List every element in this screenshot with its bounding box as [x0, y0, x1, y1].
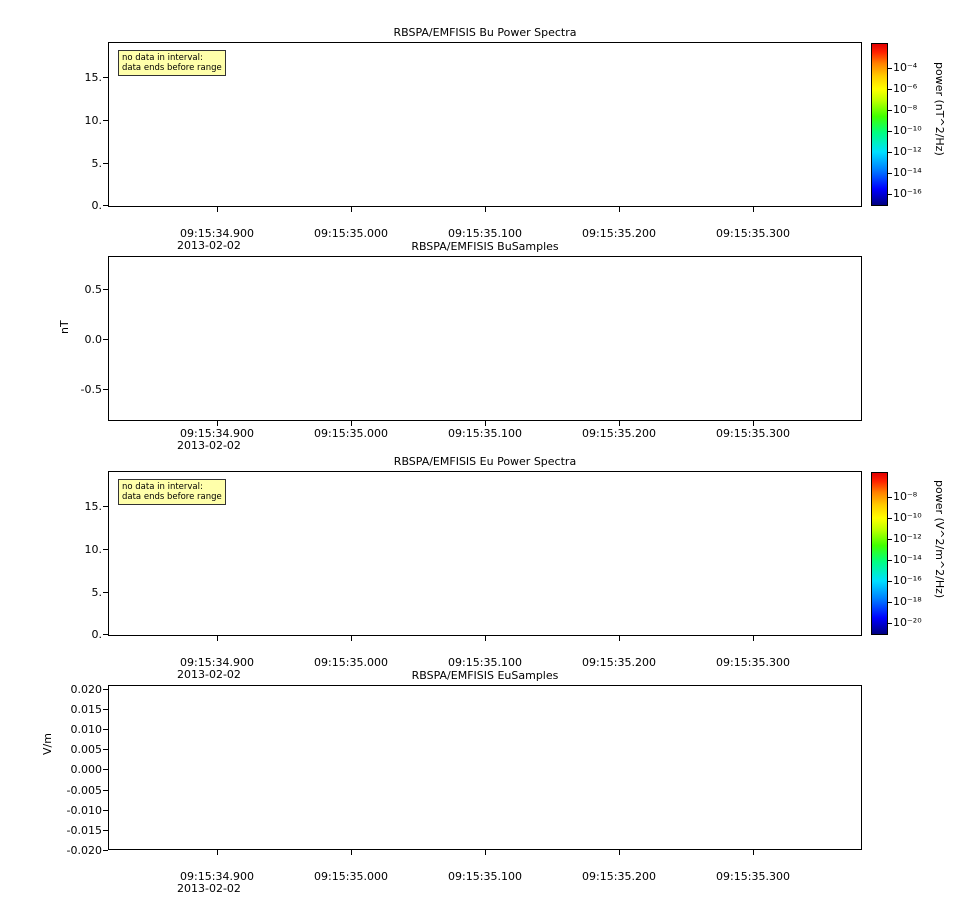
colorbar-tick: [888, 173, 892, 174]
colorbar-tick-label: 10⁻⁸: [893, 490, 918, 503]
y-tick-label: 0.000: [70, 763, 102, 776]
no-data-line-1: no data in interval:: [122, 482, 203, 492]
x-tick-label: 09:15:35.000: [314, 427, 388, 440]
colorbar-tick-label: 10⁻⁶: [893, 82, 918, 95]
x-tick-label: 09:15:34.900: [180, 656, 254, 669]
x-tick-mark: [753, 636, 754, 641]
y-tick-mark: [103, 289, 108, 290]
y-tick-mark: [103, 709, 108, 710]
plot-area[interactable]: [108, 256, 862, 421]
y-tick-mark: [103, 389, 108, 390]
x-tick-date-label: 2013-02-02: [177, 668, 241, 681]
colorbar-tick: [888, 68, 892, 69]
y-tick-mark: [103, 339, 108, 340]
colorbar-gradient: [872, 473, 887, 634]
y-tick-label: -0.015: [66, 824, 102, 837]
y-tick-label: 0.: [91, 628, 102, 641]
plot-title: RBSPA/EMFISIS Eu Power Spectra: [393, 455, 577, 468]
y-tick-label: -0.020: [66, 844, 102, 857]
colorbar-tick-label: 10⁻¹⁴: [893, 553, 922, 566]
y-tick-mark: [103, 790, 108, 791]
colorbar-tick: [888, 602, 892, 603]
y-tick-label: 15.: [84, 71, 102, 84]
y-tick-mark: [103, 120, 108, 121]
x-tick-label: 09:15:35.300: [716, 656, 790, 669]
x-tick-label: 09:15:35.100: [448, 870, 522, 883]
x-tick-date-label: 2013-02-02: [177, 239, 241, 252]
colorbar-tick: [888, 152, 892, 153]
plot-title: RBSPA/EMFISIS EuSamples: [411, 669, 559, 682]
x-tick-mark: [217, 421, 218, 426]
x-tick-label: 09:15:35.200: [582, 656, 656, 669]
y-tick-mark: [103, 634, 108, 635]
x-tick-mark: [217, 636, 218, 641]
y-tick-mark: [103, 592, 108, 593]
colorbar-tick-label: 10⁻¹⁶: [893, 187, 922, 200]
colorbar-tick: [888, 623, 892, 624]
x-tick-label: 09:15:35.200: [582, 427, 656, 440]
no-data-message: [118, 479, 226, 505]
x-tick-mark: [351, 207, 352, 212]
y-tick-label: 0.005: [70, 743, 102, 756]
x-tick-label: 09:15:35.300: [716, 427, 790, 440]
plot-title: RBSPA/EMFISIS Bu Power Spectra: [393, 26, 577, 39]
x-tick-label: 09:15:35.000: [314, 227, 388, 240]
x-tick-label: 09:15:35.100: [448, 427, 522, 440]
x-tick-mark: [351, 636, 352, 641]
colorbar-tick-label: 10⁻⁴: [893, 61, 918, 74]
y-tick-label: 0.5: [84, 283, 102, 296]
colorbar-tick-label: 10⁻¹²: [893, 532, 922, 545]
colorbar-tick: [888, 497, 892, 498]
plot-area[interactable]: [108, 685, 862, 850]
y-tick-label: 15.: [84, 500, 102, 513]
colorbar-tick: [888, 518, 892, 519]
colorbar-tick: [888, 131, 892, 132]
x-tick-label: 09:15:34.900: [180, 870, 254, 883]
y-axis-label: nT: [58, 320, 71, 334]
y-tick-label: -0.010: [66, 804, 102, 817]
colorbar-tick-label: 10⁻¹⁶: [893, 574, 922, 587]
x-tick-date-label: 2013-02-02: [177, 882, 241, 895]
y-axis-label: V/m: [41, 733, 54, 755]
y-tick-mark: [103, 506, 108, 507]
colorbar: [871, 472, 888, 635]
colorbar-tick-label: 10⁻¹⁰: [893, 124, 922, 137]
colorbar-tick-label: 10⁻¹⁰: [893, 511, 922, 524]
colorbar-tick-label: 10⁻¹⁴: [893, 166, 922, 179]
x-tick-mark: [217, 207, 218, 212]
y-tick-label: 0.: [91, 199, 102, 212]
y-tick-mark: [103, 830, 108, 831]
x-tick-mark: [351, 850, 352, 855]
y-tick-label: 5.: [91, 157, 102, 170]
x-tick-mark: [753, 207, 754, 212]
y-tick-label: 10.: [84, 114, 102, 127]
x-tick-mark: [217, 850, 218, 855]
colorbar-axis-label: power (V^2/m^2/Hz): [933, 480, 946, 599]
colorbar-tick: [888, 560, 892, 561]
y-tick-mark: [103, 689, 108, 690]
x-tick-mark: [485, 636, 486, 641]
colorbar-gradient: [872, 44, 887, 205]
no-data-line-2: data ends before range: [122, 63, 222, 73]
x-tick-label: 09:15:34.900: [180, 427, 254, 440]
x-tick-mark: [753, 421, 754, 426]
x-tick-mark: [485, 421, 486, 426]
x-tick-label: 09:15:35.300: [716, 227, 790, 240]
x-tick-label: 09:15:34.900: [180, 227, 254, 240]
y-tick-label: 0.0: [84, 333, 102, 346]
x-tick-label: 09:15:35.300: [716, 870, 790, 883]
y-tick-mark: [103, 769, 108, 770]
x-tick-label: 09:15:35.000: [314, 870, 388, 883]
y-tick-label: 5.: [91, 586, 102, 599]
x-tick-date-label: 2013-02-02: [177, 439, 241, 452]
x-tick-label: 09:15:35.100: [448, 656, 522, 669]
y-tick-mark: [103, 77, 108, 78]
x-tick-mark: [753, 850, 754, 855]
colorbar-tick-label: 10⁻¹²: [893, 145, 922, 158]
y-tick-label: 0.020: [70, 683, 102, 696]
y-tick-label: 0.015: [70, 703, 102, 716]
colorbar-tick: [888, 194, 892, 195]
x-tick-mark: [351, 421, 352, 426]
no-data-line-1: no data in interval:: [122, 53, 203, 63]
y-tick-mark: [103, 810, 108, 811]
colorbar-tick-label: 10⁻²⁰: [893, 616, 922, 629]
colorbar-tick: [888, 581, 892, 582]
colorbar: [871, 43, 888, 206]
y-tick-mark: [103, 749, 108, 750]
x-tick-mark: [619, 207, 620, 212]
no-data-line-2: data ends before range: [122, 492, 222, 502]
colorbar-tick-label: 10⁻¹⁸: [893, 595, 922, 608]
y-tick-label: 0.010: [70, 723, 102, 736]
colorbar-axis-label: power (nT^2/Hz): [933, 62, 946, 156]
x-tick-label: 09:15:35.000: [314, 656, 388, 669]
y-tick-mark: [103, 163, 108, 164]
no-data-message: [118, 50, 226, 76]
y-tick-mark: [103, 549, 108, 550]
x-tick-label: 09:15:35.200: [582, 227, 656, 240]
x-tick-mark: [619, 850, 620, 855]
y-tick-mark: [103, 850, 108, 851]
x-tick-mark: [485, 850, 486, 855]
colorbar-tick: [888, 89, 892, 90]
x-tick-mark: [619, 636, 620, 641]
x-tick-label: 09:15:35.100: [448, 227, 522, 240]
y-tick-mark: [103, 205, 108, 206]
colorbar-tick: [888, 110, 892, 111]
y-tick-label: 10.: [84, 543, 102, 556]
x-tick-label: 09:15:35.200: [582, 870, 656, 883]
colorbar-tick: [888, 539, 892, 540]
x-tick-mark: [619, 421, 620, 426]
y-tick-label: -0.005: [66, 784, 102, 797]
y-tick-label: -0.5: [80, 383, 102, 396]
plot-title: RBSPA/EMFISIS BuSamples: [411, 240, 559, 253]
x-tick-mark: [485, 207, 486, 212]
colorbar-tick-label: 10⁻⁸: [893, 103, 918, 116]
y-tick-mark: [103, 729, 108, 730]
